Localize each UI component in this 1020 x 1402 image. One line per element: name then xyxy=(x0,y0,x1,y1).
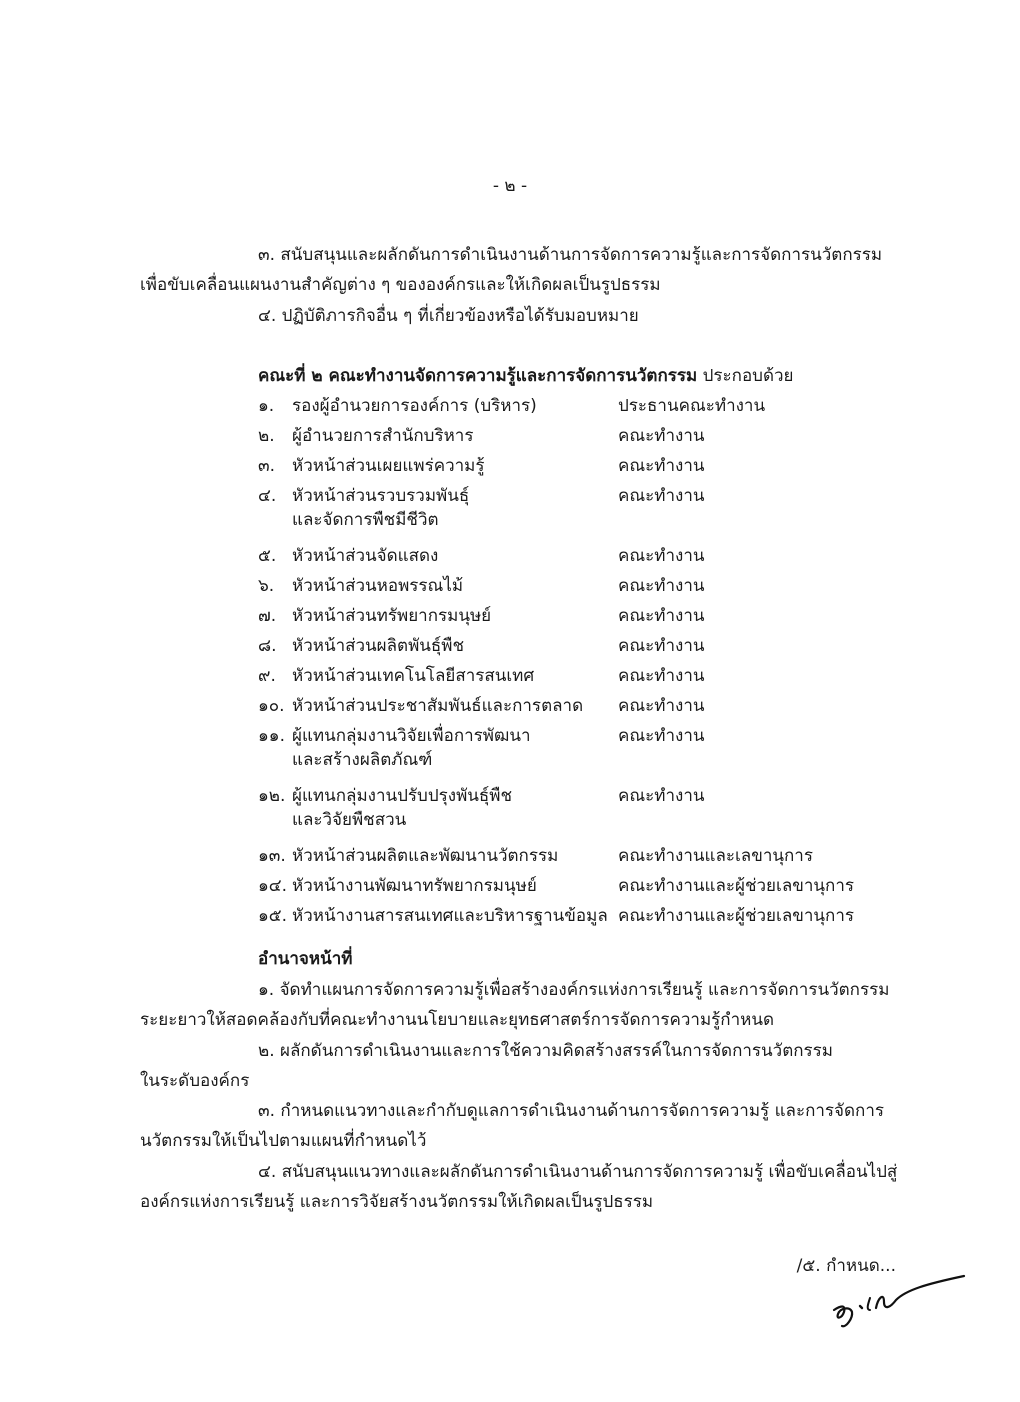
list-item xyxy=(258,844,898,874)
member-number: ๕. xyxy=(258,546,277,566)
member-role: คณะทำงาน xyxy=(618,636,705,656)
member-position-line-2: และสร้างผลิตภัณฑ์ xyxy=(292,750,433,770)
member-position: ผู้อำนวยการสำนักบริหาร xyxy=(292,426,474,446)
member-position xyxy=(292,784,622,832)
duty-3-line-2: เพื่อขับเคลื่อนแผนงานสำคัญต่าง ๆ ขององค์กรและให้เกิดผลเป็นรูปธรรม xyxy=(140,275,661,295)
list-item xyxy=(258,874,898,904)
member-role: คณะทำงาน xyxy=(618,726,705,746)
member-position xyxy=(292,484,622,532)
member-number: ๑๕. xyxy=(258,906,288,926)
member-position-line-2: และจัดการพืชมีชีวิต xyxy=(292,510,439,530)
member-role: คณะทำงาน xyxy=(618,456,705,476)
duty2-1-line-1: ๑. จัดทำแผนการจัดการความรู้เพื่อสร้างองค์กรแห่งการเรียนรู้ และการจัดการนวัตกรรม xyxy=(258,980,890,1000)
duty2-2-line-1: ๒. ผลักดันการดำเนินงานและการใช้ความคิดสร้างสรรค์ในการจัดการนวัตกรรม xyxy=(258,1041,834,1061)
member-position-line-1: ผู้แทนกลุ่มงานปรับปรุงพันธุ์พืช xyxy=(292,786,513,806)
member-role: คณะทำงาน xyxy=(618,786,705,806)
duty2-3-line-1: ๓. กำหนดแนวทางและกำกับดูแลการดำเนินงานด้านการจัดการความรู้ และการจัดการ xyxy=(258,1101,885,1121)
member-number: ๑๓. xyxy=(258,846,286,866)
member-position: หัวหน้าส่วนผลิตและพัฒนานวัตกรรม xyxy=(292,846,559,866)
list-item xyxy=(258,694,898,724)
member-number: ๑๒. xyxy=(258,786,286,806)
list-item xyxy=(258,724,898,784)
list-item xyxy=(258,784,898,844)
member-role: คณะทำงานและผู้ช่วยเลขานุการ xyxy=(618,876,854,896)
member-position xyxy=(292,724,622,772)
duty-3-line-1: ๓. สนับสนุนและผลักดันการดำเนินงานด้านการจัดการความรู้และการจัดการนวัตกรรม xyxy=(258,245,883,265)
member-number: ๔. xyxy=(258,486,277,506)
member-role: คณะทำงานและผู้ช่วยเลขานุการ xyxy=(618,906,854,926)
duty2-4-line-1: ๔. สนับสนุนแนวทางและผลักดันการดำเนินงานด้านการจัดการความรู้ เพื่อขับเคลื่อนไปสู่ xyxy=(258,1162,898,1182)
member-position: หัวหน้าส่วนหอพรรณไม้ xyxy=(292,576,464,596)
member-position-line-1: ผู้แทนกลุ่มงานวิจัยเพื่อการพัฒนา xyxy=(292,726,531,746)
list-item xyxy=(258,484,898,544)
list-item xyxy=(258,664,898,694)
member-number: ๖. xyxy=(258,576,275,596)
member-role: คณะทำงาน xyxy=(618,486,705,506)
handwritten-signature xyxy=(826,1268,976,1338)
member-position: หัวหน้าส่วนทรัพยากรมนุษย์ xyxy=(292,606,492,626)
member-position: หัวหน้าส่วนประชาสัมพันธ์และการตลาด xyxy=(292,696,584,716)
member-list xyxy=(258,394,898,934)
member-role: ประธานคณะทำงาน xyxy=(618,396,766,416)
member-role: คณะทำงาน xyxy=(618,696,705,716)
list-item xyxy=(258,544,898,574)
member-number: ๓. xyxy=(258,456,276,476)
member-number: ๑๑. xyxy=(258,726,285,746)
duty2-1-line-2: ระยะยาวให้สอดคล้องกับที่คณะทำงานนโยบายและยุทธศาสตร์การจัดการความรู้กำหนด xyxy=(140,1010,775,1030)
duty2-2-line-2: ในระดับองค์กร xyxy=(140,1071,250,1091)
member-number: ๑. xyxy=(258,396,275,416)
member-role: คณะทำงาน xyxy=(618,546,705,566)
list-item xyxy=(258,634,898,664)
duty2-3-line-2: นวัตกรรมให้เป็นไปตามแผนที่กำหนดไว้ xyxy=(140,1131,427,1151)
list-item xyxy=(258,424,898,454)
member-number: ๗. xyxy=(258,606,277,626)
member-position: หัวหน้าส่วนจัดแสดง xyxy=(292,546,439,566)
member-position-line-1: หัวหน้าส่วนรวบรวมพันธุ์ xyxy=(292,486,470,506)
member-role: คณะทำงาน xyxy=(618,576,705,596)
member-role: คณะทำงานและเลขานุการ xyxy=(618,846,813,866)
list-item xyxy=(258,454,898,484)
list-item xyxy=(258,604,898,634)
member-position: หัวหน้าส่วนเผยแพร่ความรู้ xyxy=(292,456,485,476)
member-number: ๑๐. xyxy=(258,696,285,716)
member-number: ๘. xyxy=(258,636,277,656)
member-position: รองผู้อำนวยการองค์การ (บริหาร) xyxy=(292,396,537,416)
continuation-marker: /๕. กำหนด... xyxy=(796,1256,896,1276)
member-position: หัวหน้าส่วนเทคโนโลยีสารสนเทศ xyxy=(292,666,535,686)
committee-2-heading-bold: คณะที่ ๒ คณะทำงานจัดการความรู้และการจัดการนวัตกรรม xyxy=(258,366,698,386)
member-number: ๑๔. xyxy=(258,876,288,896)
duties-heading: อำนาจหน้าที่ xyxy=(258,949,353,969)
member-position: หัวหน้างานพัฒนาทรัพยากรมนุษย์ xyxy=(292,876,537,896)
list-item xyxy=(258,904,898,934)
member-position: หัวหน้าส่วนผลิตพันธุ์พืช xyxy=(292,636,465,656)
list-item xyxy=(258,574,898,604)
member-role: คณะทำงาน xyxy=(618,606,705,626)
member-number: ๒. xyxy=(258,426,275,446)
page-number: - ๒ - xyxy=(492,176,528,196)
member-role: คณะทำงาน xyxy=(618,426,705,446)
member-number: ๙. xyxy=(258,666,276,686)
duty-4: ๔. ปฏิบัติภารกิจอื่น ๆ ที่เกี่ยวข้องหรือได้รับมอบหมาย xyxy=(258,306,639,326)
committee-2-heading xyxy=(258,365,794,387)
list-item xyxy=(258,394,898,424)
committee-2-heading-rest: ประกอบด้วย xyxy=(697,366,794,386)
member-position: หัวหน้างานสารสนเทศและบริหารฐานข้อมูล xyxy=(292,906,608,926)
member-position-line-2: และวิจัยพืชสวน xyxy=(292,810,407,830)
duty2-4-line-2: องค์กรแห่งการเรียนรู้ และการวิจัยสร้างนวัตกรรมให้เกิดผลเป็นรูปธรรม xyxy=(140,1192,654,1212)
member-role: คณะทำงาน xyxy=(618,666,705,686)
